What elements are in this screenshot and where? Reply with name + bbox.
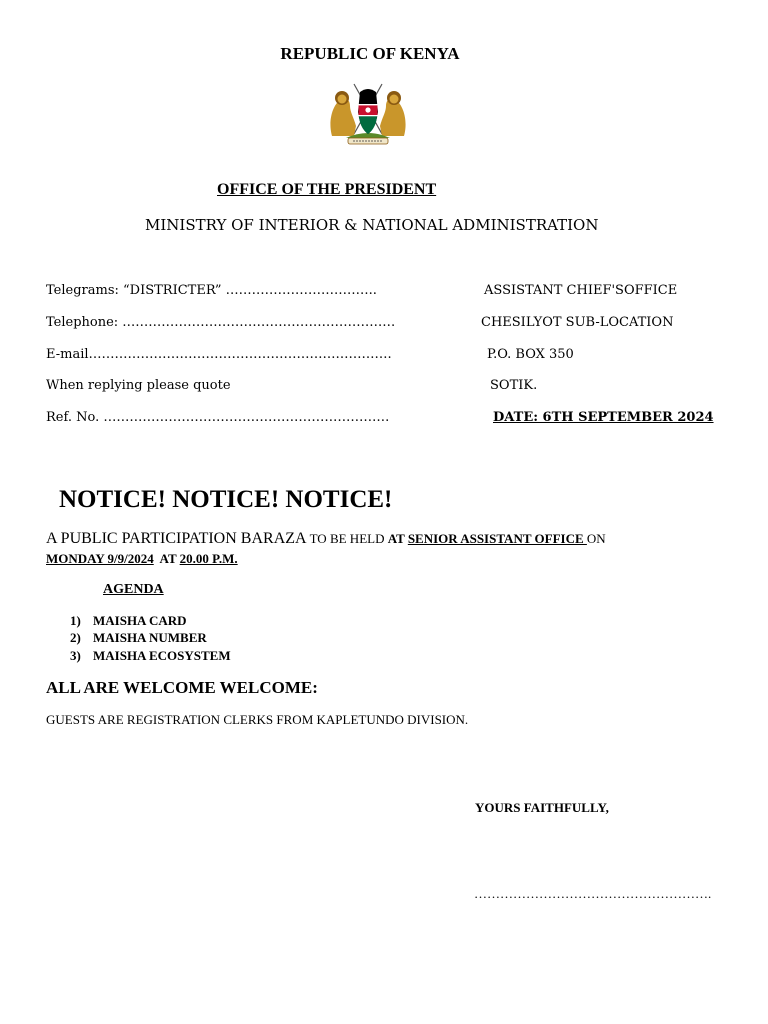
address-town: SOTIK.	[490, 378, 538, 393]
agenda-item-text: MAISHA ECOSYSTEM	[93, 648, 231, 663]
baraza-at-time: AT	[153, 551, 180, 566]
baraza-datetime	[46, 551, 238, 567]
ministry-heading: MINISTRY OF INTERIOR & NATIONAL ADMINISTRATION	[145, 216, 599, 234]
reply-quote-line: When replying please quote	[46, 378, 231, 393]
baraza-on: ON	[586, 531, 606, 546]
baraza-lead: A PUBLIC PARTICIPATION BARAZA	[46, 530, 307, 547]
address-office: ASSISTANT CHIEF'SOFFICE	[484, 283, 678, 298]
agenda-item-text: MAISHA NUMBER	[93, 630, 207, 645]
welcome-heading: ALL ARE WELCOME WELCOME:	[46, 678, 318, 697]
telephone-line: Telephone: ………………………………………………………	[46, 315, 396, 330]
agenda-item-text: MAISHA CARD	[93, 613, 187, 628]
agenda-item-number: 3)	[70, 648, 81, 663]
baraza-at: AT	[387, 531, 408, 546]
baraza-announcement	[46, 530, 606, 548]
agenda-item	[70, 648, 231, 664]
agenda-item-number: 2)	[70, 630, 81, 645]
address-location: CHESILYOT SUB-LOCATION	[481, 315, 674, 330]
baraza-day: MONDAY 9/9/2024	[46, 551, 154, 566]
baraza-to-be-held: TO BE HELD	[306, 531, 388, 546]
telegrams-line: Telegrams: “DISTRICTER” ……………………………..	[46, 283, 377, 298]
baraza-time: 20.00 P.M.	[179, 551, 238, 566]
republic-heading: REPUBLIC OF KENYA	[280, 44, 460, 63]
baraza-venue: SENIOR ASSISTANT OFFICE	[407, 531, 587, 546]
agenda-item-number: 1)	[70, 613, 81, 628]
ref-no-line: Ref. No. …………………………………………………………	[46, 410, 390, 425]
office-heading: OFFICE OF THE PRESIDENT	[217, 181, 437, 198]
agenda-heading: AGENDA	[103, 582, 164, 597]
agenda-item	[70, 613, 187, 629]
notice-date: DATE: 6TH SEPTEMBER 2024	[493, 410, 714, 425]
email-line: E-mail…………………………………………………………….	[46, 347, 392, 362]
kenya-coat-of-arms-icon	[324, 78, 412, 148]
agenda-item	[70, 630, 207, 646]
guests-note: GUESTS ARE REGISTRATION CLERKS FROM KAPLETUNDO DIVISION.	[46, 712, 469, 727]
address-po-box: P.O. BOX 350	[487, 347, 574, 362]
signature-line: ……………………………………………….	[474, 886, 712, 901]
notice-title: NOTICE! NOTICE! NOTICE!	[59, 486, 393, 513]
closing-salutation: YOURS FAITHFULLY,	[475, 800, 609, 815]
